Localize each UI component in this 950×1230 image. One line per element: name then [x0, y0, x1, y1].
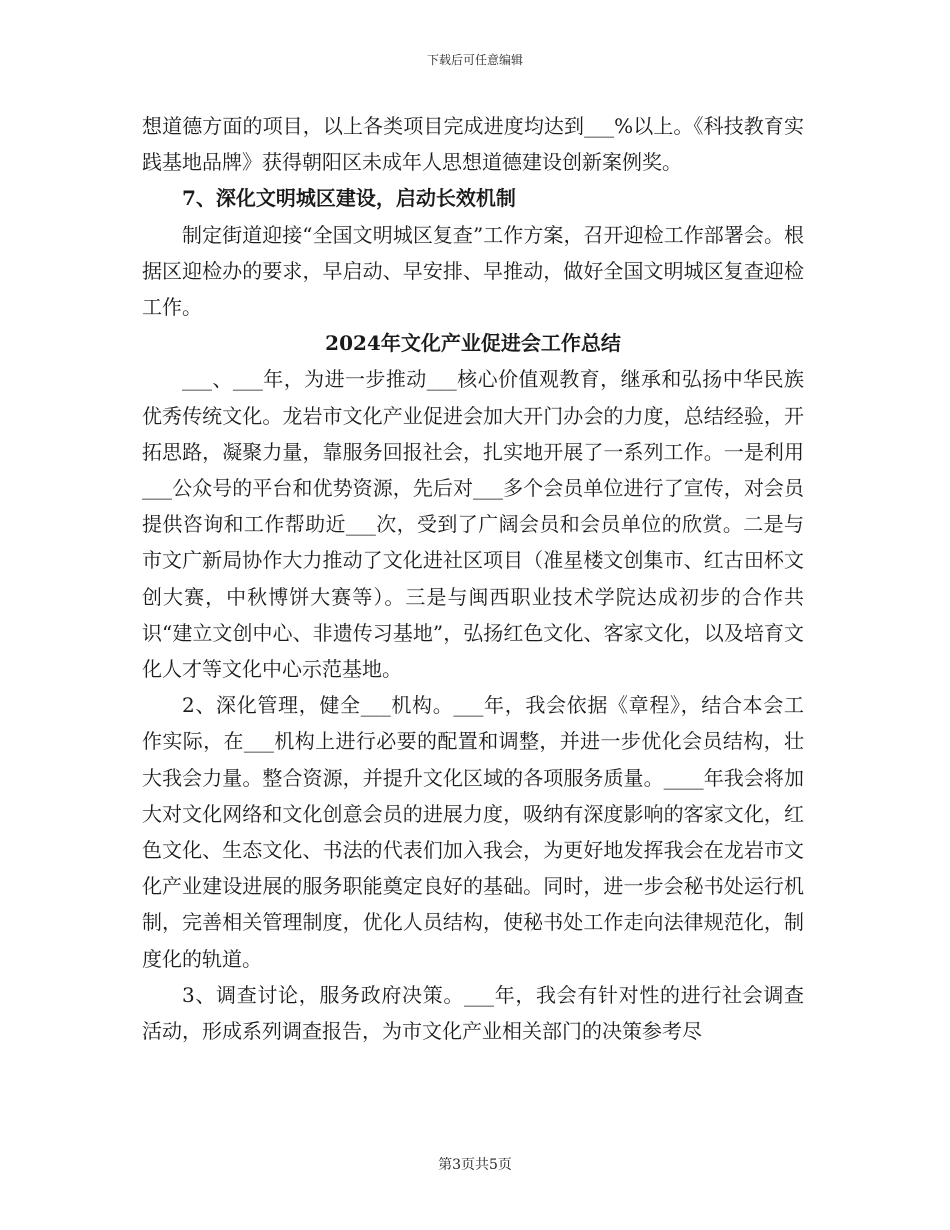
paragraph: ___、___年，为进一步推动___核心价值观教育，继承和弘扬中华民族优秀传统文化。龙岩市文化产业促进会加大开门办会的力度，总结经验，开拓思路，凝聚力量，靠服务回报社会，扎实地开展了一系列工作。一是利用___公众号的平台和优势资源，先后对___多个会员单位进行了宣传，对会员提供咨询和工作帮助近___次，受到了广阔会员和会员单位的欣赏。二是与市文广新局协作大力推动了文化进社区项目（准星楼文创集市、红古田杯文创大赛，中秋博饼大赛等）。三是与闽西职业技术学院达成初步的合作共识“建立文创中心、非遗传习基地”，弘扬红色文化、客家文化，以及培育文化人才等文化中心示范基地。: [142, 367, 804, 682]
document-body: [142, 108, 804, 1049]
document-title: 2024年文化产业促进会工作总结: [325, 331, 621, 356]
section-heading: 7、深化文明城区建设，启动长效机制: [182, 186, 516, 211]
paragraph: 2、深化管理，健全___机构。___年，我会依据《章程》，结合本会工作实际，在___机构上进行必要的配置和调整，并进一步优化会员结构，壮大我会力量。整合资源，并提升文化区域的各项服务质量。____年我会将加大对文化网络和文化创意会员的进展力度，吸纳有深度影响的客家文化，红色文化、生态文化、书法的代表们加入我会，为更好地发挥我会在龙岩市文化产业建设进展的服务职能奠定良好的基础。同时，进一步会秘书处运行机制，完善相关管理制度，优化人员结构，使秘书处工作走向法律规范化，制度化的轨道。: [142, 693, 804, 971]
page-header: 下载后可任意编辑: [426, 53, 523, 67]
paragraph: 3、调查讨论，服务政府决策。___年，我会有针对性的进行社会调查活动，形成系列调查报告，为市文化产业相关部门的决策参考尽: [142, 982, 804, 1044]
paragraph: 制定街道迎接“全国文明城区复查”工作方案，召开迎检工作部署会。根据区迎检办的要求，早启动、早安排、早推动，做好全国文明城区复查迎检工作。: [142, 222, 804, 320]
page-number: 第3页共5页: [438, 1157, 512, 1173]
paragraph-continuation: 想道德方面的项目，以上各类项目完成进度均达到___%以上。《科技教育实践基地品牌》获得朝阳区未成年人思想道德建设创新案例奖。: [142, 114, 804, 175]
